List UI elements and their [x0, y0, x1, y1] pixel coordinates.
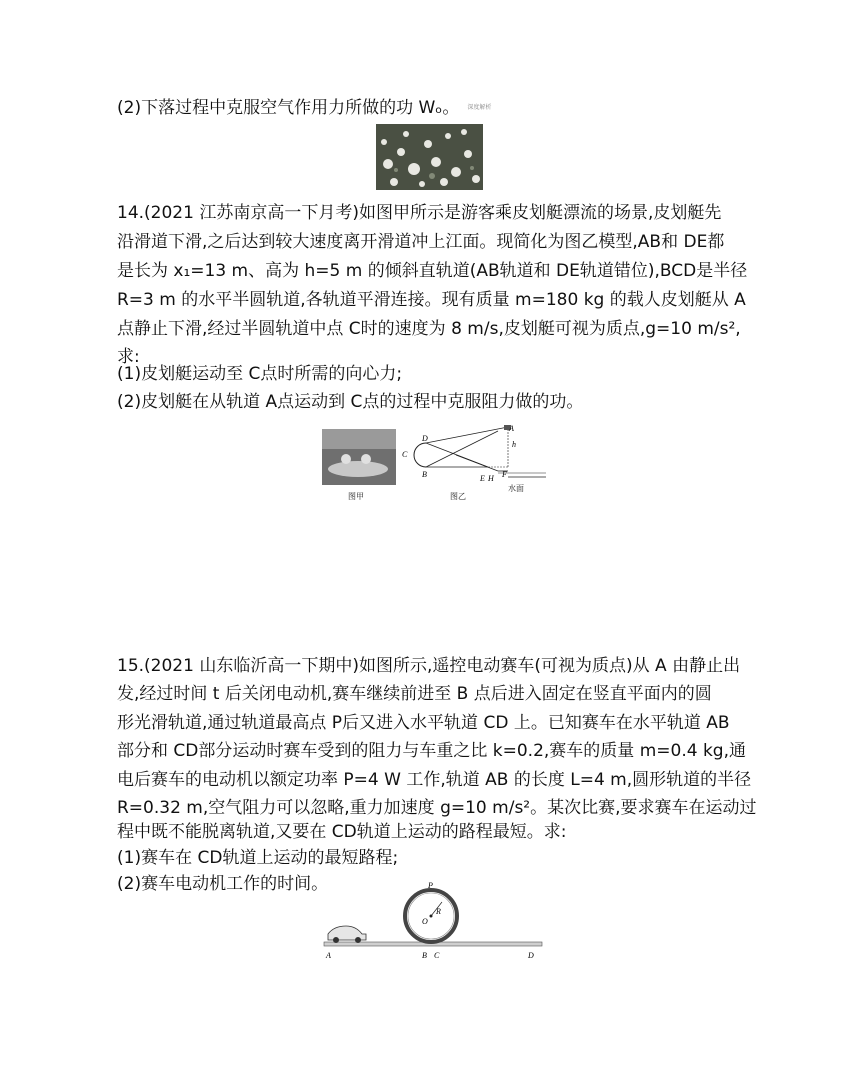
label-P: P	[428, 882, 433, 890]
q14-line-4: R=3 m 的水平半圆轨道,各轨道平滑连接。现有质量 m=180 kg 的载人皮划艇从 A	[117, 290, 746, 310]
q15-line-1: 15.(2021 山东临沂高一下期中)如图所示,遥控电动赛车(可视为质点)从 A 由静止出	[117, 656, 741, 676]
label-O: O	[422, 917, 428, 926]
flower-photo	[376, 124, 483, 190]
label-F: F	[502, 470, 507, 479]
q15-sub2: (2)赛车电动机工作的时间。	[117, 874, 329, 894]
label-H: H	[488, 474, 494, 483]
q15-line-2: 发,经过时间 t 后关闭电动机,赛车继续前进至 B 点后进入固定在竖直平面内的圆	[117, 684, 712, 704]
label-D2: D	[528, 951, 534, 960]
q15-sub1: (1)赛车在 CD轨道上运动的最短路程;	[117, 848, 399, 868]
q15-line-3: 形光滑轨道,通过轨道最高点 P后又进入水平轨道 CD 上。已知赛车在水平轨道 AB	[117, 713, 730, 733]
label-A: A	[509, 425, 514, 433]
q15-line-4: 部分和 CD部分运动时赛车受到的阻力与车重之比 k=0.2,赛车的质量 m=0.4 kg,通	[117, 741, 746, 761]
caption-a: 图甲	[348, 492, 364, 501]
q15-figure	[318, 882, 544, 964]
q14-line-5: 点静止下滑,经过半圆轨道中点 C时的速度为 8 m/s,皮划艇可视为质点,g=10 m/s²,	[117, 319, 741, 339]
label-h: h	[512, 440, 516, 449]
q14-figure	[318, 425, 546, 507]
q14-figure-graphic	[318, 425, 546, 507]
label-R: R	[436, 907, 441, 916]
q15-figure-graphic	[318, 882, 544, 964]
label-D: D	[422, 434, 428, 443]
deep-analysis-note: 深度解析	[467, 104, 492, 111]
q15-line-5: 电后赛车的电动机以额定功率 P=4 W 工作,轨道 AB 的长度 L=4 m,圆形轨道的半径	[117, 770, 752, 790]
label-A2: A	[326, 951, 331, 960]
label-B2: B	[422, 951, 427, 960]
label-E: E	[480, 474, 485, 483]
q13-part2-text: (2)下落过程中克服空气作用力所做的功 Wₒ。	[117, 98, 460, 118]
q14-line-3: 是长为 x₁=13 m、高为 h=5 m 的倾斜直轨道(AB轨道和 DE轨道错位),BCD是半径	[117, 261, 748, 281]
flower-photo-graphic	[376, 124, 483, 190]
q14-line-2: 沿滑道下滑,之后达到较大速度离开滑道冲上江面。现简化为图乙模型,AB和 DE都	[117, 232, 725, 252]
label-C: C	[402, 450, 408, 459]
caption-b: 图乙	[450, 492, 466, 501]
q15-line-6: R=0.32 m,空气阻力可以忽略,重力加速度 g=10 m/s²。某次比赛,要求赛车在运动过	[117, 798, 757, 818]
label-B: B	[422, 470, 427, 479]
label-C2: C	[434, 951, 440, 960]
q13-part2	[117, 96, 491, 120]
water-label: 水面	[508, 484, 524, 493]
q14-line-6: 求:	[117, 347, 140, 367]
q14-sub2: (2)皮划艇在从轨道 A点运动到 C点的过程中克服阻力做的功。	[117, 392, 584, 412]
q14-sub1: (1)皮划艇运动至 C点时所需的向心力;	[117, 364, 403, 384]
q14-line-1: 14.(2021 江苏南京高一下月考)如图甲所示是游客乘皮划艇漂流的场景,皮划艇先	[117, 203, 722, 223]
q15-line-7: 程中既不能脱离轨道,又要在 CD轨道上运动的路程最短。求:	[117, 822, 567, 842]
